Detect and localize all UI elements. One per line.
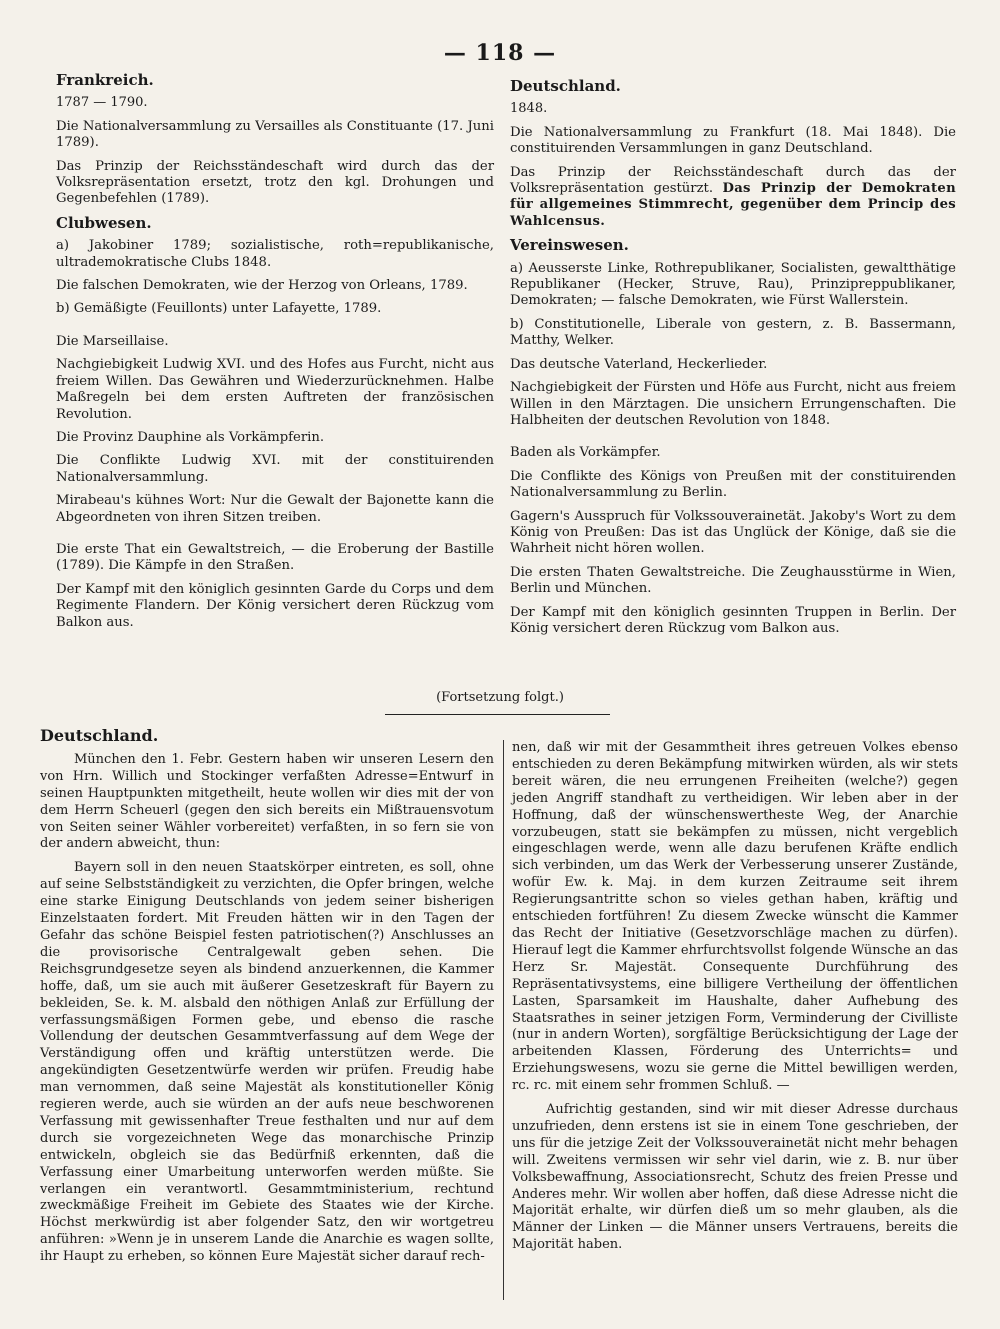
paragraph: b) Constitutionelle, Liberale von gestern, z. B. Bassermann, Matthy, Welker. bbox=[510, 316, 956, 349]
paragraph: Nachgiebigkeit der Fürsten und Höfe aus Furcht, nicht aus freiem Willen in den Märztagen. Die unsichern Errungenschaften. Die Halbheiten der deutschen Revolution von 1848. bbox=[510, 380, 956, 428]
paragraph: Der Kampf mit den königlich gesinnten Garde du Corps und dem Regimente Flandern. Der König versichert deren Rückzug vom Balkon aus. bbox=[56, 581, 494, 630]
paragraph: b) Gemäßigte (Feuillonts) unter Lafayette, 1789. bbox=[56, 301, 382, 317]
paragraph-text: Das Prinzip der Reichsständeschaft durch das der Volksrepräsentation gestürzt. bbox=[510, 164, 956, 197]
paragraph: Mirabeau's kühnes Wort: Nur die Gewalt der Bajonette kann die Abgeordneten von ihren Sitzen treiben. bbox=[56, 493, 494, 525]
paragraph: Die Provinz Dauphine als Vorkämpferin. bbox=[56, 429, 325, 445]
paragraph: Die Nationalversammlung zu Frankfurt (18. Mai 1848). Die constituirenden Versammlungen in ganz Deutschland. bbox=[510, 124, 956, 157]
emphasized-text: Das Prinzip der Demokraten für allgemeines Stimmrecht, gegenüber dem Princip des Wahlcensus. bbox=[510, 181, 957, 229]
paragraph: Baden als Vorkämpfer. bbox=[510, 445, 661, 461]
column-germany bbox=[510, 78, 956, 644]
heading-deutschland: Deutschland. bbox=[510, 77, 621, 95]
paragraph: Das deutsche Vaterland, Heckerlieder. bbox=[510, 356, 768, 372]
subheading-vereinswesen: Vereinswesen. bbox=[510, 236, 629, 255]
heading-deutschland-article: Deutschland. bbox=[40, 726, 159, 745]
paragraph: a) Aeusserste Linke, Rothrepublikaner, Socialisten, gewaltthätige Republikaner (Hecker, Struve, Rau), Prinzipreppublikaner, Demokraten; — falsche Demokraten, wie Fürst Wallerstein. bbox=[510, 260, 956, 309]
paragraph: Die Nationalversammlung zu Versailles als Constituante (17. Juni 1789). bbox=[56, 118, 494, 151]
paragraph: a) Jakobiner 1789; sozialistische, roth=republikanische, ultrademokratische Clubs 1848. bbox=[56, 238, 494, 270]
paragraph: Die erste That ein Gewaltstreich, — die Eroberung der Bastille (1789). Die Kämpfe in den Straßen. bbox=[56, 541, 494, 574]
article-right-column bbox=[512, 740, 958, 1261]
paragraph bbox=[510, 165, 956, 231]
paragraph: Die Marseillaise. bbox=[56, 333, 169, 349]
paragraph: Der Kampf mit den königlich gesinnten Truppen in Berlin. Der König versichert deren Rückzug vom Balkon aus. bbox=[510, 604, 956, 636]
paragraph: Die falschen Demokraten, wie der Herzog von Orleans, 1789. bbox=[56, 278, 468, 294]
paragraph: nen, daß wir mit der Gesammtheit ihres getreuen Volkes ebenso entschieden zu deren Bekämpfung mitwirken würden, als wir stets bereit wären, die neu errungenen Freiheiten (welche?) gegen jeden Angriff standhaft zu vertheidigen. Wir leben aber in der Hoffnung, daß der wünschenswertheste Weg, der Anarchie vorzubeugen, statt sie bekämpfen zu müssen, nicht vergeblich eingeschlagen werde, wenn alle dazu berufenen Kräfte endlich sich verbinden, um das Werk der Verbesserung unserer Zustände, wofür Ew. k. Maj. in dem kurzen Zeitraume seit ihrem Regierungsantritte schon so vieles gethan haben, kräftig und entschieden fortführen! Zu diesem Zwecke wünscht die Kammer das Recht der Initiative (Gesetzvorschläge machen zu dürfen). Hierauf legt die Kammer ehrfurchtsvollst folgende Wünsche an das Herz Sr. Majestät. Consequente Durchführung des Repräsentativsystems, eine billigere Vertheilung der öffentlichen Lasten, Sparsamkeit im Haushalte, daher Aufhebung des Staatsrathes in seiner jetzigen Form, Verminderung der Civilliste (nur in andern Worten), sorgfältige Berücksichtigung der Lage der arbeitenden Klassen, Förderung des Unterrichts= und Erziehungswesens, wozu sie gerne die Mittel bewilligen werden, rc. rc. mit einem sehr frommen Schluß. — bbox=[512, 740, 958, 1094]
section-divider bbox=[385, 714, 610, 715]
date-year: 1848. bbox=[510, 101, 548, 117]
paragraph: München den 1. Febr. Gestern haben wir unseren Lesern den von Hrn. Willich und Stockinger verfaßten Adresse=Entwurf in seinen Hauptpunkten mitgetheilt, heute wollen wir dies mit der von dem Herrn Scheuerl (gegen den sich bereits ein Mißtrauensvotum von Seiten seiner Wähler vorbereitet) verfaßten, in so fern sie von der andern abweicht, thun: bbox=[40, 751, 494, 852]
paragraph: Bayern soll in den neuen Staatskörper eintreten, es soll, ohne auf seine Selbstständigkeit zu verzichten, die Opfer bringen, welche eine starke Einigung Deutschlands von jedem seiner bisherigen Einzelstaaten fordert. Mit Freuden hätten wir in den Tagen der Gefahr das schöne Beispiel festen patriotischen(?) Anschlusses an die provisorische Centralgewalt geben sehen. Die Reichsgrundgesetze seyen als bindend anzuerkennen, die Kammer hoffe, daß, um sie auch mit äußerer Gesetzeskraft für Bayern zu bekleiden, Se. k. M. alsbald den nöthigen Anlaß zur Erfüllung der verfassungsmäßigen Formen gebe, und ebenso die rasche Vollendung der deutschen Gesammtverfassung auf dem Wege der Verständigung offen und kräftig unterstützen werde. Die angekündigten Gesetzentwürfe werden wir prüfen. Freudig habe man vernommen, daß seine Majestät als konstitutioneller König regieren werde, auch sie würden an der aufs neue beschworenen Verfassung mit gewissenhafter Treue festhalten und nur auf dem durch sie vorgezeichneten Wege das monarchische Prinzip entwickeln, obgleich sie das Bedürfniß erkennten, daß die Verfassung einer Umarbeitung unterworfen werden müßte. Sie verlangen ein verantwortl. Gesammtministerium, rechtund zweckmäßige Freiheit im Gebiete des Staates wie der Kirche. Höchst merkwürdig ist aber folgender Satz, den wir wortgetreu anführen: »Wenn je in unserem Lande die Anarchie es wagen sollte, ihr Haupt zu erheben, so können Eure Majestät sicher darauf rech- bbox=[40, 860, 494, 1265]
subheading-clubwesen: Clubwesen. bbox=[56, 213, 152, 232]
paragraph: Die Conflikte des Königs von Preußen mit der constituirenden Nationalversammlung zu Berlin. bbox=[510, 468, 956, 501]
date-range: 1787 — 1790. bbox=[56, 95, 148, 111]
paragraph: Die Conflikte Ludwig XVI. mit der constituirenden Nationalversammlung. bbox=[56, 453, 494, 485]
column-france bbox=[56, 72, 494, 638]
page-number: — 118 — bbox=[443, 40, 557, 66]
heading-frankreich: Frankreich. bbox=[56, 71, 154, 89]
continued-notice: (Fortsetzung folgt.) bbox=[436, 690, 564, 705]
column-divider bbox=[503, 740, 504, 1300]
paragraph: Nachgiebigkeit Ludwig XVI. und des Hofes aus Furcht, nicht aus freiem Willen. Das Gewähren und Wiederzurücknehmen. Halbe Maßregeln bei dem ersten Auftreten der französischen Revolution. bbox=[56, 357, 494, 422]
paragraph: Das Prinzip der Reichsständeschaft wird durch das der Volksrepräsentation ersetzt, trotz den kgl. Drohungen und Gegenbefehlen (1789). bbox=[56, 158, 494, 207]
paragraph: Gagern's Ausspruch für Volkssouverainetät. Jakoby's Wort zu dem König von Preußen: Das ist das Unglück der Könige, daß sie die Wahrheit nicht hören wollen. bbox=[510, 508, 956, 557]
paragraph: Aufrichtig gestanden, sind wir mit dieser Adresse durchaus unzufrieden, denn erstens ist sie in einem Tone geschrieben, der uns für die jetzige Zeit der Volkssouverainetät nicht mehr behagen will. Zweitens vermissen wir sehr viel darin, wie z. B. nur über Volksbewaffnung, Associationsrecht, Schutz des freien Presse und Anderes mehr. Wir wollen aber hoffen, daß diese Adresse nicht die Majorität erhalte, wir dürfen dieß um so mehr glauben, als die Männer der Linken — die Männer unsers Vertrauens, bereits die Majorität haben. bbox=[512, 1102, 958, 1253]
article-left-column bbox=[40, 728, 494, 1273]
paragraph: Die ersten Thaten Gewaltstreiche. Die Zeughausstürme in Wien, Berlin und München. bbox=[510, 564, 956, 597]
